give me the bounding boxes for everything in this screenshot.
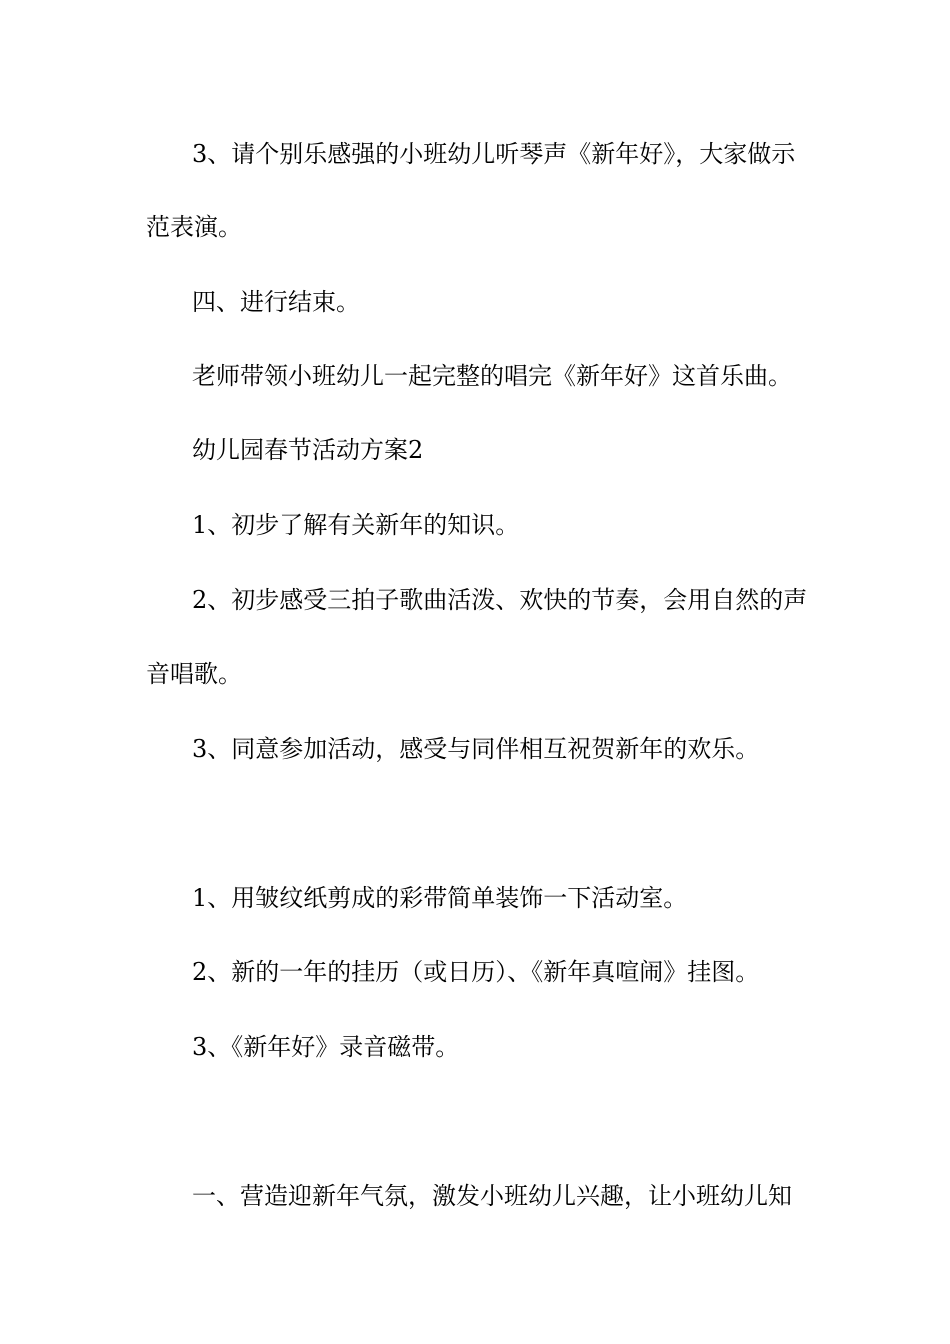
list-item: 3、同意参加活动，感受与同伴相互祝贺新年的欢乐。 <box>192 735 760 763</box>
paragraph-line: 音唱歌。 <box>146 660 242 688</box>
paragraph-line: 老师带领小班幼儿一起完整的唱完《新年好》这首乐曲。 <box>192 362 792 390</box>
paragraph-line: 3、请个别乐感强的小班幼儿听琴声《新年好》，大家做示 <box>192 140 796 168</box>
list-item: 2、初步感受三拍子歌曲活泼、欢快的节奏，会用自然的声 <box>192 586 808 614</box>
list-item: 2、新的一年的挂历（或日历）、《新年真喧闹》挂图。 <box>192 958 760 986</box>
section-title: 幼儿园春节活动方案2 <box>192 436 424 464</box>
section-heading: 一、营造迎新年气氛，激发小班幼儿兴趣，让小班幼儿知 <box>192 1182 792 1210</box>
list-item: 1、用皱纹纸剪成的彩带简单装饰一下活动室。 <box>192 884 688 912</box>
list-item: 3、《新年好》录音磁带。 <box>192 1033 460 1061</box>
paragraph-line: 范表演。 <box>146 213 242 241</box>
list-item: 1、初步了解有关新年的知识。 <box>192 511 520 539</box>
section-heading: 四、进行结束。 <box>192 288 360 316</box>
